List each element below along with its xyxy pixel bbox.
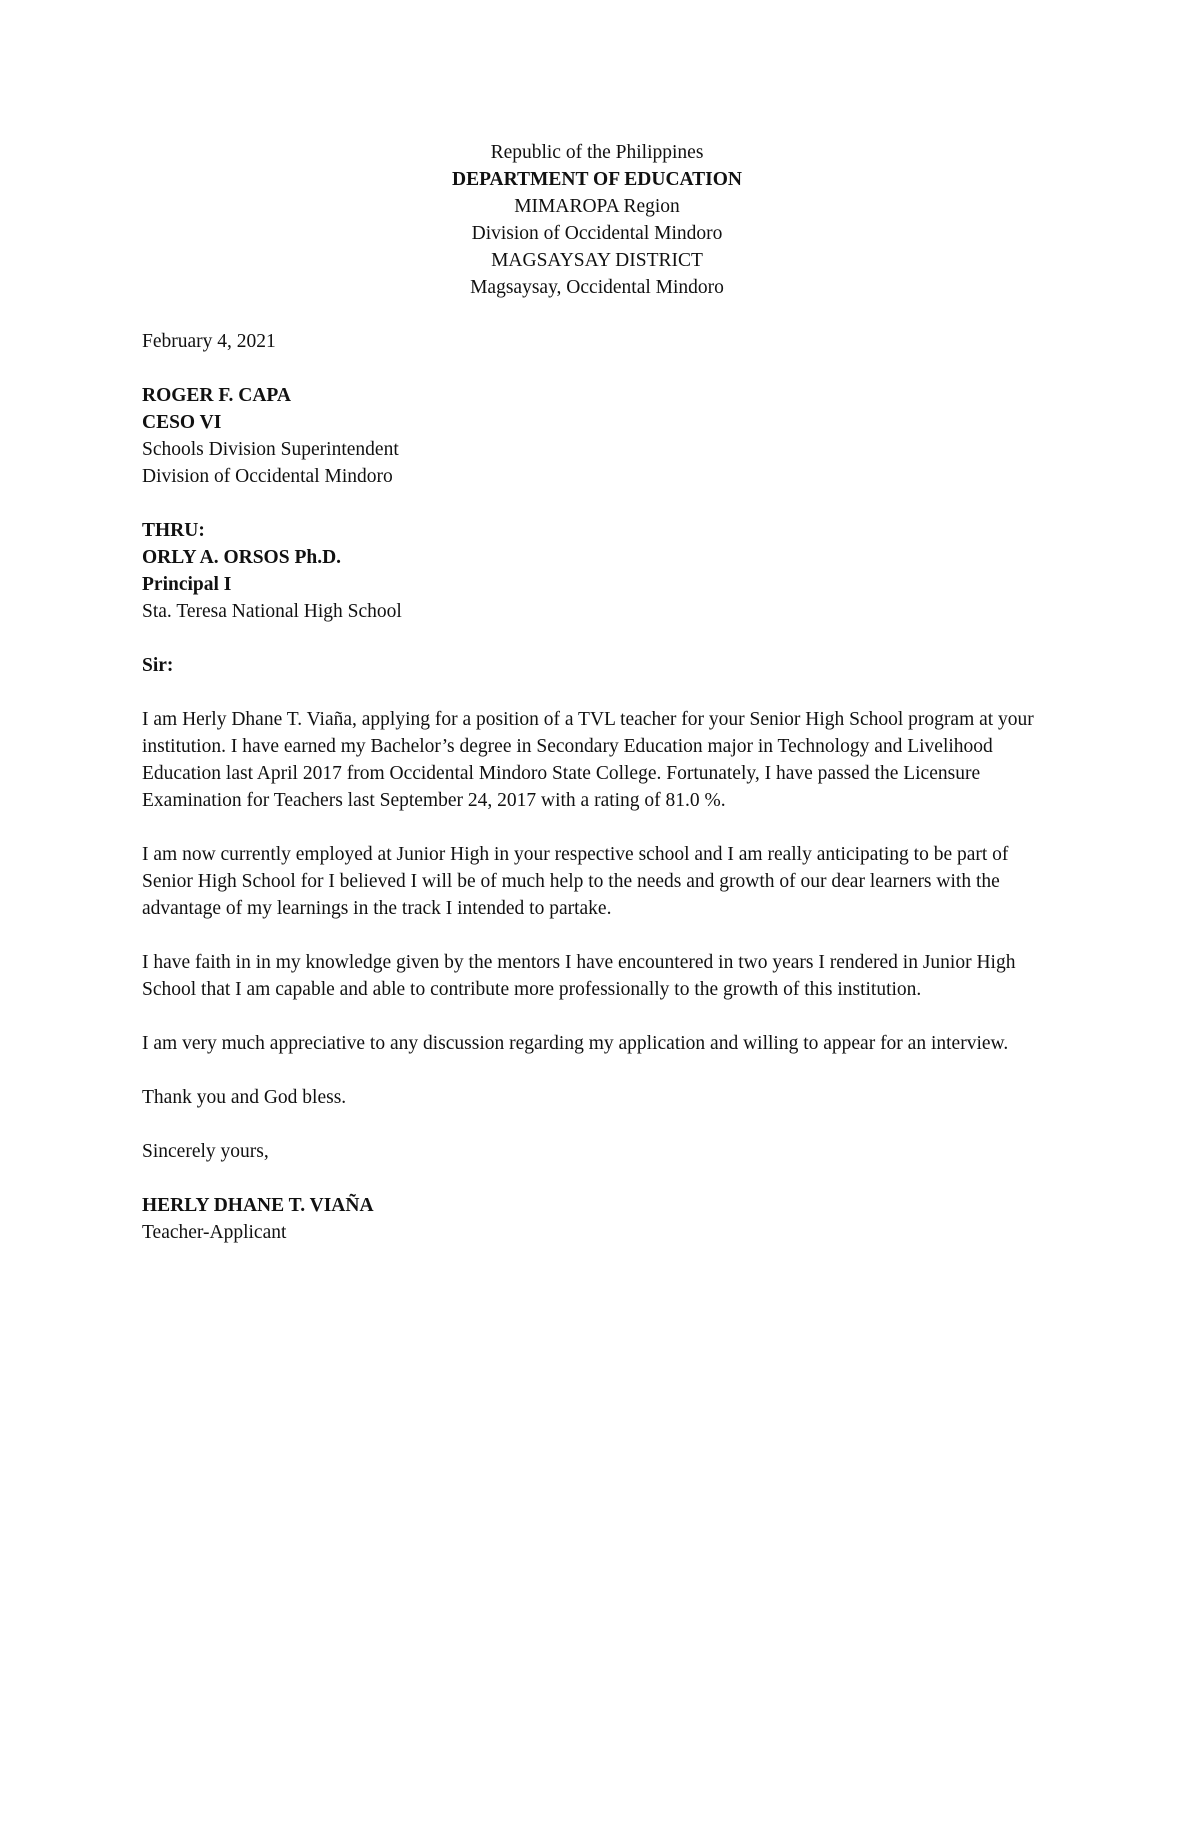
letter-content <box>142 139 1052 1246</box>
body-paragraph: I am Herly Dhane T. Viaña, applying for a position of a TVL teacher for your Senior High School program at your institution. I have earned my Bachelor’s degree in Secondary Education major in Technology and Livelihood Education last April 2017 from Occidental Mindoro State College. Fortunately, I have passed the Licensure Examination for Teachers last September 24, 2017 with a rating of 81.0 %. <box>142 709 1034 811</box>
signatory-title: Teacher-Applicant <box>142 1222 287 1243</box>
thru-label: THRU: <box>142 520 205 541</box>
letterhead-republic: Republic of the Philippines <box>490 142 704 163</box>
thru-name: ORLY A. ORSOS Ph.D. <box>142 547 342 568</box>
thanks-line: Thank you and God bless. <box>142 1087 347 1108</box>
recipient-title: Schools Division Superintendent <box>142 439 399 460</box>
thru-position: Principal I <box>142 574 232 595</box>
body-paragraph: I have faith in in my knowledge given by the mentors I have encountered in two years I rendered in Junior High School that I am capable and able to contribute more professionally to the growth of this institution. <box>142 952 1016 1000</box>
signature-block <box>142 1192 1052 1246</box>
letterhead-address: Magsaysay, Occidental Mindoro <box>470 277 724 298</box>
thru-block <box>142 517 1052 625</box>
salutation: Sir: <box>142 655 174 676</box>
letterhead-district: MAGSAYSAY DISTRICT <box>491 250 703 271</box>
letterhead-department: DEPARTMENT OF EDUCATION <box>451 169 743 190</box>
body-paragraph: I am very much appreciative to any discussion regarding my application and willing to appear for an interview. <box>142 1033 1009 1054</box>
recipient-office: Division of Occidental Mindoro <box>142 466 393 487</box>
letterhead-division: Division of Occidental Mindoro <box>471 223 723 244</box>
thru-school: Sta. Teresa National High School <box>142 601 402 622</box>
closing-line: Sincerely yours, <box>142 1141 269 1162</box>
body-paragraph: I am now currently employed at Junior High in your respective school and I am really anticipating to be part of Senior High School for I believed I will be of much help to the needs and growth of our dear learners with the advantage of my learnings in the track I intended to partake. <box>142 844 1009 919</box>
recipient-rank: CESO VI <box>142 412 222 433</box>
letterhead-region: MIMAROPA Region <box>514 196 680 217</box>
letter-date: February 4, 2021 <box>142 331 276 352</box>
letterhead <box>142 139 1052 301</box>
recipient-block <box>142 382 1052 490</box>
signatory-name: HERLY DHANE T. VIAÑA <box>142 1195 374 1216</box>
recipient-name: ROGER F. CAPA <box>142 385 291 406</box>
